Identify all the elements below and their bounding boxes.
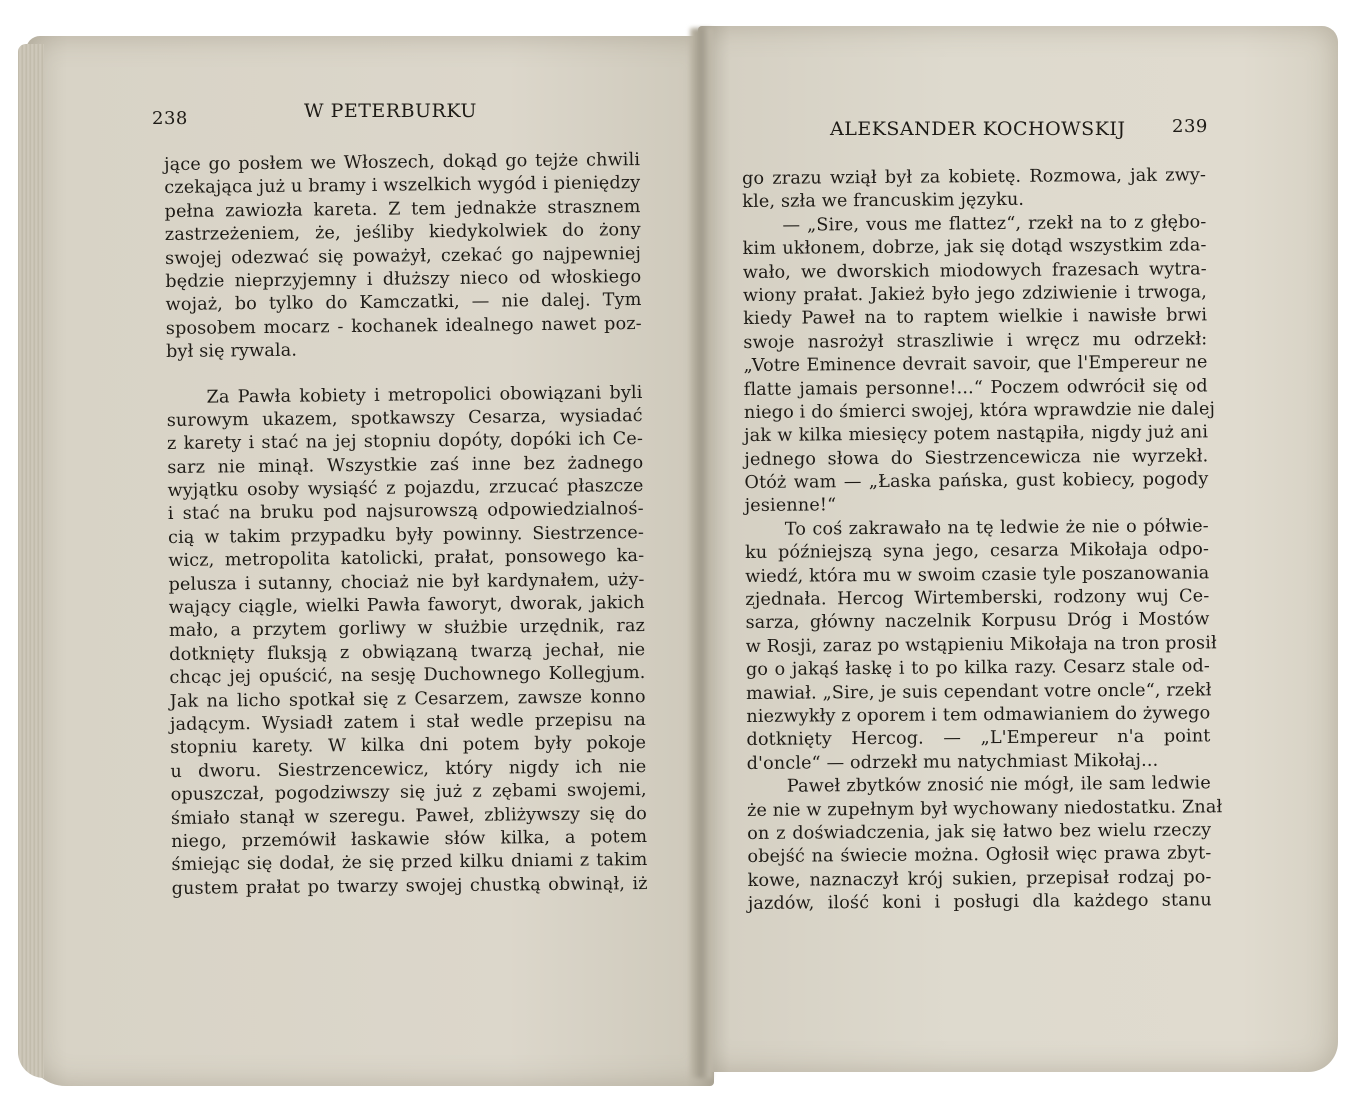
text-line: cią w takim przypadku były powinny. Siestrzence- [167,522,645,548]
text-line: pełna zawiozła kareta. Z tem jednakże strasznem [164,196,641,222]
text-line: chcąc jej opuścić, na sesję Duchownego Kollegjum. [169,663,646,689]
text-line: jazdów, ilość koni i posługi dla każdego stanu [747,890,1212,915]
text-line: zastrzeżeniem, że, jeśliby kiedykolwiek do żony [164,220,641,246]
text-line: wyjątku osoby wysiąść z pojazdu, zrzucać płaszcze [167,476,644,502]
right-page-number: 239 [1172,116,1208,137]
text-line: czekająca już u bramy i wszelkich wygód i pieniędzy [164,173,641,199]
text-line: śmiejąc się dodał, że się przed kilku dniami z takim [171,850,648,876]
text-line: Jak na licho spotkał się z Cesarzem, zawsze konno [169,686,646,712]
text-line: niego, przemówił łaskawie słów kilka, a potem [171,826,648,852]
text-line: go zrazu wziął był za kobietę. Rozmowa, jak zwy- [742,165,1207,189]
text-line: zjednała. Hercog Wirtemberski, rodzony wuj Ce- [745,586,1210,611]
text-line: swojej odezwać się poważył, czekać go najpewniej [164,243,642,269]
text-line: wało, we dworskich miodowych frazesach wytra- [742,258,1207,283]
text-line: niezwykły z oporem i tem odmawianiem do żywego [746,703,1211,727]
text-line: sarza, główny naczelnik Korpusu Dróg i Mostów [745,609,1210,634]
text-line: i stać na bruku pod najsurowszą odpowiedzialnoś- [167,499,644,525]
text-line: dotknięty Hercog. — „L'Empereur n'a point [746,726,1211,751]
text-line: sposobem mocarz - kochanek idealnego nawet poz- [165,313,642,339]
text-line: Otóż wam — „Łaska pańska, gust kobiecy, pogody [744,469,1209,494]
text-line: jednego słowa do Siestrzencewicza nie wyrzekł. [744,446,1209,470]
text-line: u dworu. Siestrzencewicz, który nigdy ich nie [170,756,647,782]
text-line: To coś zakrawało na tę ledwie że nie o półwie- [784,516,1209,540]
left-running-title: W PETERBURKU [304,100,477,122]
left-page-number: 238 [152,108,188,129]
text-line: kle, szła we francuskim języku. [742,190,1025,213]
left-page-text [164,149,648,901]
text-line: sarz nie minął. Wszystkie zaś inne bez żadnego [167,452,644,478]
text-line: jące go posłem we Włoszech, dokąd go tejże chwili [164,150,641,175]
text-line: surowym ukazem, spotkawszy Cesarza, wysiadać [166,405,643,431]
text-line: śmiało stanął w szeregu. Paweł, zbliżywszy się do [170,803,648,829]
text-line: „Votre Eminence devrait savoir, que l'Empereur ne [743,352,1208,377]
text-line: że nie w zupełnym był wychowany niedostatku. Znał [746,796,1223,821]
text-line: jak w kilka miesięcy potem nastąpiła, nigdy już ani [744,422,1209,447]
text-line: kowe, naznaczył krój sukien, przepisał rodzaj po- [747,867,1212,891]
text-line: stopniu karety. W kilka dni potem były pokoje [170,733,647,759]
text-line: wający ciągle, wielki Pawła faworyt, dworak, jakich [168,593,645,619]
text-line: będzie nieprzyjemny i dłuższy nieco od włoskiego [165,266,642,292]
text-line: Paweł zbytków znosić nie mógł, ile sam ledwie [786,773,1211,797]
text-line: go o jakąś łaskę i to po kilka razy. Cesarz stale od- [745,656,1211,681]
text-line: z karety i stać na jej stopniu dopóty, dopóki ich Ce- [166,429,644,455]
text-line: on z doświadczenia, jak się łatwo bez wielu rzeczy [747,820,1212,844]
text-line: mało, a przytem gorliwy w służbie urzędnik, raz [168,616,646,642]
text-line: mawiał. „Sire, je suis cependant votre oncle“, rzekł [746,679,1212,704]
text-line: kim ukłonem, dobrze, jak się dotąd wszystkim zda- [742,235,1207,260]
text-line: wojaż, bo tylko do Kamczatki, — nie dalej. Tym [165,290,642,316]
text-line: jesienne!“ [744,495,837,517]
text-line: opuszczał, pogodziwszy się już z zębami swojemi, [170,780,647,806]
left-page-edges [18,44,44,1078]
text-line: swoje nasrożył straszliwie i wręcz mu odrzekł: [743,329,1208,353]
text-line: — „Sire, vous me flattez“, rzekł na to z głębo- [782,212,1207,236]
text-line: dotknięty fluksją z obwiązaną twarzą jechał, nie [169,639,646,665]
right-running-title: ALEKSANDER KOCHOWSKIJ [830,118,1126,140]
text-line: Za Pawła kobiety i metropolici obowiązani byli [206,382,643,408]
text-line: niego i do śmierci swojej, która wprawdzie nie dalej [743,399,1216,423]
text-line: wiedź, która mu w swoim czasie tyle poszanowania [745,562,1210,587]
text-line: gustem prałat po twarzy swojej chustką obwinął, iż [171,873,648,899]
text-line: w Rosji, zaraz po wstąpieniu Mikołaja na tron prosił [745,633,1217,657]
text-line: ku późniejszą syna jego, cesarza Mikołaja odpo- [744,539,1210,564]
text-line: wicz, metropolita katolicki, prałat, ponsowego ka- [168,546,645,572]
text-line: był się rywala. [165,340,298,363]
book-gutter [690,28,712,1078]
text-line: kiedy Paweł na to raptem wielkie i nawisłe brwi [743,305,1208,330]
text-line: jadącym. Wysiadł zatem i stał wedle przepisu na [169,709,647,735]
text-line: d'oncle“ — odrzekł mu natychmiast Mikołaj... [746,750,1159,774]
text-line: pelusza i sutanny, chociaż nie był kardynałem, uży- [168,569,645,595]
right-page-text [742,164,1223,916]
text-line: obejść na świecie można. Ogłosił więc prawa zbyt- [747,843,1212,868]
text-line: flatte jamais personne!...“ Poczem odwrócił się od [743,375,1208,400]
text-line: wiony prałat. Jakież było jego zdziwienie i trwoga, [742,282,1208,306]
